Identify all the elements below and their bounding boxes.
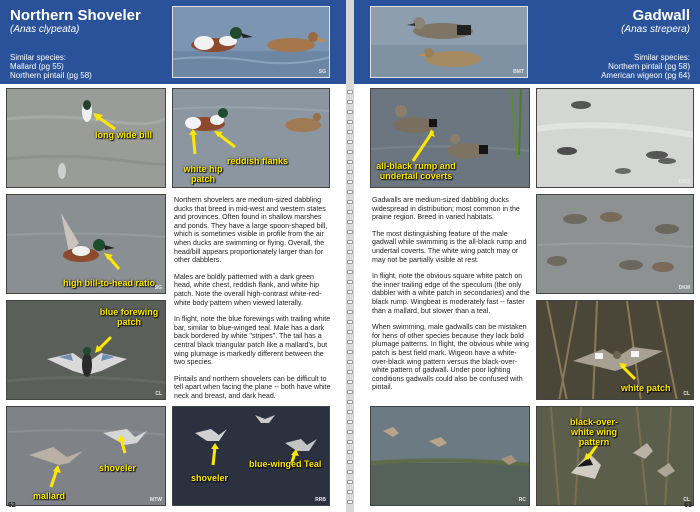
- photo-gadwall-landing: [536, 406, 694, 506]
- binding-ring: [347, 150, 353, 154]
- binding-ring: [347, 490, 353, 494]
- photo-credit: SG: [318, 69, 326, 75]
- binding-ring: [347, 350, 353, 354]
- similar-species-item: American wigeon (pg 64): [601, 71, 690, 80]
- photo-gadwall-flight-distant: [370, 406, 530, 506]
- similar-species-heading: Similar species:: [633, 53, 690, 62]
- binding-ring: [347, 270, 353, 274]
- binding-ring: [347, 140, 353, 144]
- photo-shoveler-top-view: [6, 88, 166, 188]
- photo-credit: MTW: [150, 497, 162, 503]
- body-paragraph: Northern shovelers are medium-sized dabbling ducks that breed in mid-west and western states and provinces. Often found in shallow marshes and ponds. They have a large spoon-shaped bill, which is sometimes visible in profile from the air when ducks are swimming or flying. Overall, the head/bill appears proportionately larger than for other dabblers.: [174, 196, 328, 265]
- photo-credit: CL: [683, 497, 690, 503]
- body-paragraph: In flight, note the obvious square white patch on the inner trailing edge of the speculum (the only dabbler with a white patch in secondaries) and the black rump. Wingbeat is moderately fast -- faster than a mallard, but slower than a teal.: [372, 272, 530, 315]
- binding-ring: [347, 180, 353, 184]
- binding-ring: [347, 200, 353, 204]
- binding-ring: [347, 340, 353, 344]
- binding-ring: [347, 480, 353, 484]
- binding-ring: [347, 130, 353, 134]
- binding-ring: [347, 160, 353, 164]
- annotation-label: reddish flanks: [227, 156, 289, 166]
- photo-shoveler-pair-lateral: [172, 88, 330, 188]
- annotation-label: long wide bill: [95, 130, 152, 140]
- binding-ring: [347, 410, 353, 414]
- photo-credit: DKM: [678, 285, 690, 291]
- similar-species-item: Northern pintail (pg 58): [608, 62, 690, 71]
- photo-shoveler-flight-top: [6, 300, 166, 400]
- photo-gadwall-flock-water: [536, 194, 694, 294]
- annotation-label: black-over-white wing pattern: [569, 417, 619, 447]
- left-body-text: [174, 196, 332, 408]
- binding-ring: [347, 470, 353, 474]
- spiral-binding: [346, 0, 354, 512]
- header-photo-shoveler-pair: [172, 6, 330, 78]
- photo-credit: RRB: [315, 497, 326, 503]
- annotation-label: blue forewing patch: [99, 307, 159, 327]
- body-paragraph: When swimming, male gadwalls can be mistaken for hens of other species because they lack bold plumage patterns. In flight, the obvious white wing patch is best field mark. Wigeon have a white-over-black wing pattern versus the black-over-white pattern of gadwall. Under poor lighting conditions gadwalls could also be confused with pintail.: [372, 323, 529, 392]
- binding-ring: [347, 460, 353, 464]
- photo-shoveler-takeoff: [6, 194, 166, 294]
- body-paragraph: The most distinguishing feature of the male gadwall while swimming is the all-black rump and undertail coverts. The white wing patch may or may not be partially visible at rest.: [372, 229, 527, 264]
- photo-gadwall-flight-marsh: [536, 300, 694, 400]
- binding-ring: [347, 230, 353, 234]
- right-page-header: [354, 0, 700, 84]
- annotation-label: high bill-to-head ratio: [63, 278, 155, 288]
- photo-gadwall-swimming-pair: [370, 88, 530, 188]
- body-paragraph: Gadwalls are medium-sized dabbling ducks widespread in distribution; most common in the prairie region. Breed in varied habitats.: [372, 196, 520, 222]
- annotation-label: white hip patch: [183, 164, 223, 184]
- scientific-name: (Anas clypeata): [10, 24, 80, 35]
- photo-credit: RC: [518, 497, 526, 503]
- similar-species-item: Northern pintail (pg 58): [10, 71, 92, 80]
- annotation-label: white patch: [621, 383, 671, 393]
- annotation-label: shoveler: [191, 473, 229, 483]
- body-paragraph: Pintails and northern shovelers can be difficult to tell apart when facing the plane -- both have white neck and breast, and dark head.: [174, 374, 331, 400]
- photo-shoveler-mallard-flight: [6, 406, 166, 506]
- species-title: Gadwall: [632, 7, 690, 24]
- binding-ring: [347, 190, 353, 194]
- photo-credit: DBO: [678, 179, 690, 185]
- binding-ring: [347, 500, 353, 504]
- photo-credit: CL: [683, 391, 690, 397]
- binding-ring: [347, 390, 353, 394]
- binding-ring: [347, 430, 353, 434]
- body-paragraph: In flight, note the blue forewings with trailing white bar, similar to blue-winged teal. Male has a dark back bordered by white "stripes". The tail has a central black triangular patch like a mallard's, but wing plumage is markedly different between the two species.: [174, 315, 331, 367]
- binding-ring: [347, 310, 353, 314]
- binding-ring: [347, 120, 353, 124]
- species-title: Northern Shoveler: [10, 7, 141, 24]
- similar-species-heading: Similar species:: [10, 53, 67, 62]
- binding-ring: [347, 240, 353, 244]
- binding-ring: [347, 170, 353, 174]
- binding-ring: [347, 320, 353, 324]
- binding-ring: [347, 450, 353, 454]
- annotation-label: all-black rump and undertail coverts: [376, 161, 456, 181]
- binding-ring: [347, 220, 353, 224]
- binding-ring: [347, 90, 353, 94]
- annotation-label: blue-winged Teal: [249, 459, 322, 469]
- binding-ring: [347, 210, 353, 214]
- similar-species-item: Mallard (pg 55): [10, 62, 64, 71]
- page-number: 63: [684, 502, 692, 509]
- binding-ring: [347, 260, 353, 264]
- binding-ring: [347, 370, 353, 374]
- binding-ring: [347, 100, 353, 104]
- binding-ring: [347, 250, 353, 254]
- binding-ring: [347, 440, 353, 444]
- binding-ring: [347, 280, 353, 284]
- binding-ring: [347, 420, 353, 424]
- left-page-header: [0, 0, 346, 84]
- header-photo-gadwall-pair: [370, 6, 528, 78]
- annotation-label: mallard: [33, 491, 66, 501]
- binding-ring: [347, 290, 353, 294]
- page-number: 62: [8, 502, 16, 509]
- photo-credit: BMT: [513, 69, 524, 75]
- photo-shoveler-teal-flight: [172, 406, 330, 506]
- photo-gadwall-flock-ice: [536, 88, 694, 188]
- photo-credit: CL: [155, 391, 162, 397]
- binding-ring: [347, 300, 353, 304]
- annotation-label: shoveler: [99, 463, 137, 473]
- binding-ring: [347, 330, 353, 334]
- binding-ring: [347, 110, 353, 114]
- scientific-name: (Anas strepera): [621, 24, 690, 35]
- binding-ring: [347, 380, 353, 384]
- right-body-text: [372, 196, 530, 400]
- photo-credit: SG: [154, 285, 162, 291]
- binding-ring: [347, 400, 353, 404]
- body-paragraph: Males are boldly patterned with a dark green head, white chest, reddish flank, and white hip patch. Note the overall high-contrast white-red-white body pattern when viewed laterally.: [174, 272, 322, 307]
- binding-ring: [347, 360, 353, 364]
